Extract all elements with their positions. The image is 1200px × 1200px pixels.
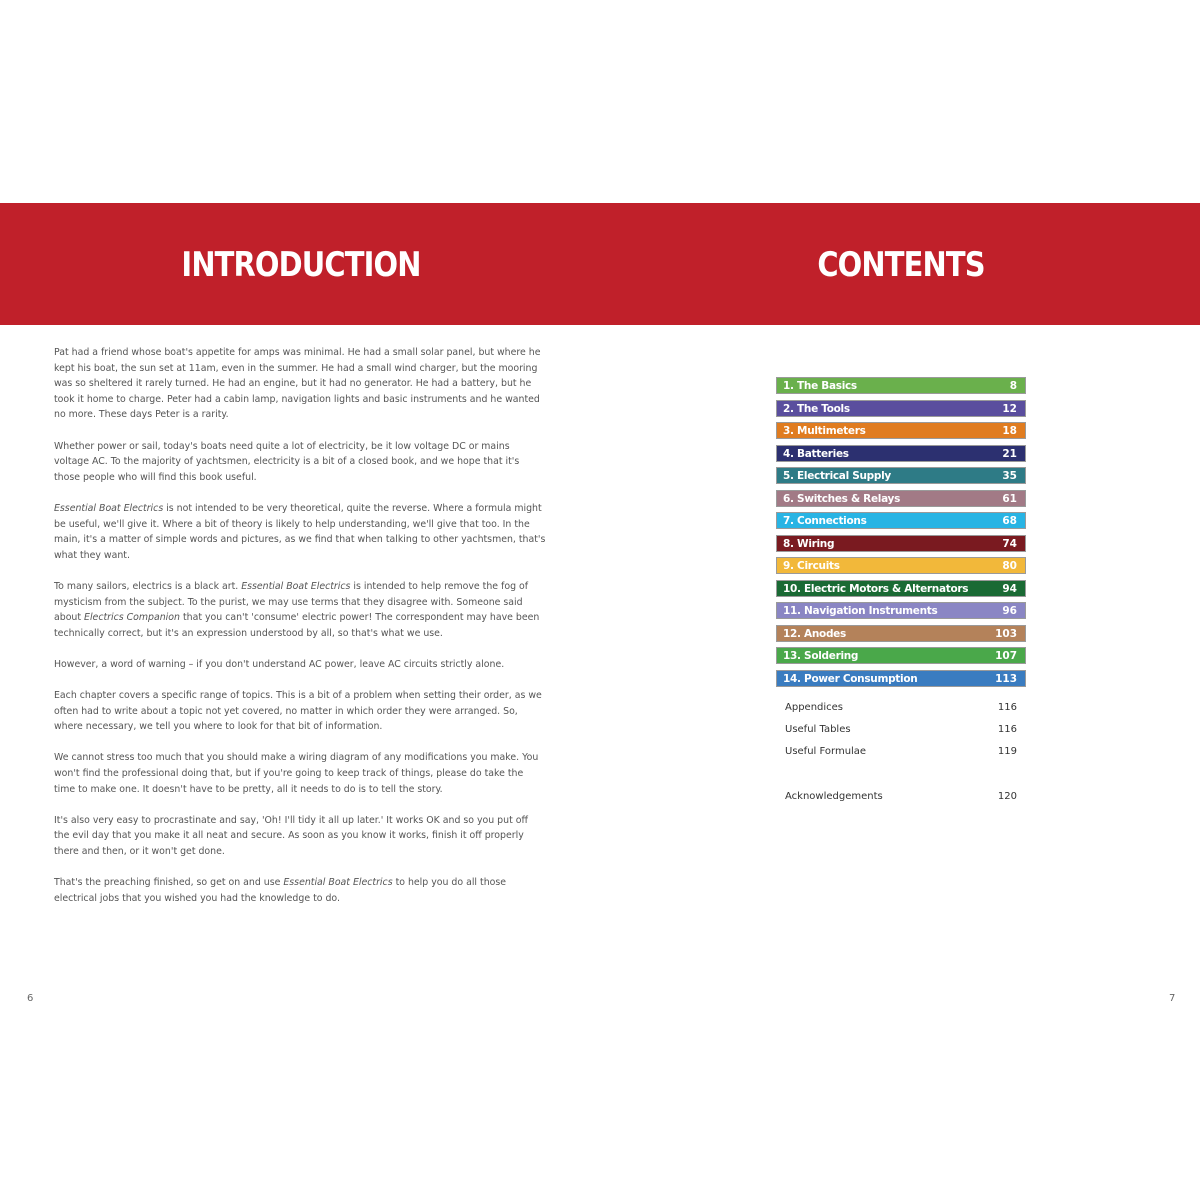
toc-chapter-page: 68 [1002, 515, 1017, 527]
intro-paragraph [54, 750, 546, 797]
toc-chapter-bar[interactable] [776, 625, 1026, 642]
toc-chapter-label: 4. Batteries [783, 447, 849, 460]
intro-paragraph [54, 688, 546, 735]
book-title-italic: Essential Boat Electrics [283, 877, 393, 889]
toc-chapter-label: 12. Anodes [783, 627, 846, 640]
intro-paragraph [54, 657, 546, 673]
toc-entry-page: 119 [997, 746, 1017, 757]
book-title-italic: Essential Boat Electrics [241, 580, 351, 592]
paragraph-text: That's the preaching finished, so get on and use [54, 877, 284, 889]
toc-chapter-bar[interactable] [776, 400, 1026, 417]
contents-chapter-list [776, 377, 1026, 692]
introduction-title: INTRODUCTION [181, 245, 421, 285]
toc-entry-label: Acknowledgements [785, 791, 883, 802]
toc-entry-label: Useful Tables [785, 724, 851, 735]
toc-chapter-label: 9. Circuits [783, 560, 840, 572]
toc-chapter-label: 5. Electrical Supply [783, 470, 891, 482]
toc-chapter-bar[interactable] [776, 557, 1026, 574]
toc-chapter-label: 2. The Tools [783, 402, 850, 415]
toc-chapter-page: 96 [1002, 605, 1017, 617]
toc-chapter-label: 7. Connections [783, 515, 867, 527]
toc-entry-useful-formulae[interactable] [785, 744, 1017, 760]
toc-chapter-label: 1. The Basics [783, 380, 857, 392]
toc-chapter-label: 6. Switches & Relays [783, 492, 901, 505]
toc-entry-page: 116 [997, 724, 1017, 735]
toc-chapter-bar[interactable] [776, 670, 1026, 687]
intro-paragraph [54, 875, 546, 906]
toc-chapter-label: 11. Navigation Instruments [783, 605, 938, 617]
toc-chapter-bar[interactable] [776, 535, 1026, 552]
introduction-body [54, 345, 546, 922]
toc-chapter-label: 10. Electric Motors & Alternators [783, 582, 969, 595]
paragraph-text: is not intended to be very theoretical, quite the reverse. Where a formula might be useful, we'll give it. Where a bit of theory is likely to help understanding, we'll give that too. In the main, it's a matter of simple words and pictures, as we find that when talking to other yachtsmen, that's what they want. [54, 502, 546, 561]
toc-chapter-page: 80 [1002, 560, 1017, 572]
toc-entry-acknowledgements[interactable] [785, 789, 1017, 805]
paragraph-text: Each chapter covers a specific range of topics. This is a bit of a problem when setting their order, as we often had to write about a topic not yet covered, no matter in which order they were arranged. So, where necessary, we tell you where to look for that bit of information. [54, 690, 542, 733]
intro-paragraph [54, 579, 546, 641]
toc-chapter-page: 12 [1002, 402, 1017, 415]
toc-entry-label: Useful Formulae [785, 746, 867, 757]
intro-paragraph [54, 813, 546, 860]
toc-chapter-page: 94 [1002, 582, 1017, 595]
page-number-right: 7 [1169, 993, 1176, 1004]
toc-chapter-page: 18 [1002, 425, 1017, 437]
contents-title: CONTENTS [817, 245, 985, 285]
toc-chapter-bar[interactable] [776, 422, 1026, 439]
toc-chapter-label: 14. Power Consumption [783, 672, 918, 685]
toc-chapter-page: 21 [1002, 447, 1017, 460]
intro-paragraph [54, 439, 546, 486]
toc-chapter-bar[interactable] [776, 580, 1026, 597]
toc-chapter-bar[interactable] [776, 490, 1026, 507]
paragraph-text: We cannot stress too much that you should make a wiring diagram of any modifications you make. You won't find the professional doing that, but if you're going to keep track of things, please do take the time to make one. It doesn't have to be pretty, all it needs to do is to tell the story. [54, 752, 539, 795]
toc-chapter-page: 107 [995, 650, 1017, 662]
toc-chapter-page: 74 [1002, 537, 1017, 550]
toc-chapter-label: 8. Wiring [783, 537, 835, 550]
toc-entry-label: Appendices [785, 702, 844, 713]
toc-entry-appendices[interactable] [785, 700, 1017, 716]
toc-chapter-page: 113 [995, 672, 1017, 685]
paragraph-text: Pat had a friend whose boat's appetite for amps was minimal. He had a small solar panel, but where he kept his boat, the sun set at 11am, even in the summer. He had a small wind charger, but the mooring was so sheltered it rarely turned. He had an engine, but it had no generator. He had a battery, but he took it home to charge. Peter had a cabin lamp, navigation lights and basic instruments and he wanted no more. These days Peter is a rarity. [54, 347, 541, 421]
paragraph-text: However, a word of warning – if you don't understand AC power, leave AC circuits strictly alone. [54, 658, 505, 670]
toc-chapter-label: 3. Multimeters [783, 425, 866, 437]
toc-chapter-bar[interactable] [776, 377, 1026, 394]
toc-chapter-page: 61 [1002, 492, 1017, 505]
toc-chapter-bar[interactable] [776, 467, 1026, 484]
toc-entry-useful-tables[interactable] [785, 722, 1017, 738]
toc-chapter-bar[interactable] [776, 512, 1026, 529]
paragraph-text: is intended to help remove the fog of mysticism from the subject. To the purist, we may use terms that they disagree with. Someone said about [54, 580, 529, 624]
intro-paragraph [54, 501, 546, 563]
paragraph-text: that you can't 'consume' electric power! The correspondent may have been technically correct, but it's an expression understood by all, so that's what we use. [54, 612, 540, 639]
toc-chapter-page: 35 [1002, 470, 1017, 482]
paragraph-text: To many sailors, electrics is a black art. [54, 580, 242, 592]
toc-chapter-page: 103 [995, 627, 1017, 640]
page-number-left: 6 [27, 993, 34, 1004]
toc-chapter-bar[interactable] [776, 602, 1026, 619]
toc-chapter-page: 8 [1009, 380, 1017, 392]
paragraph-text: Whether power or sail, today's boats need quite a lot of electricity, be it low voltage DC or mains voltage AC. To the majority of yachtsmen, electricity is a bit of a closed book, and we hope that it's those people who will find this book useful. [54, 440, 520, 483]
toc-entry-page: 116 [997, 702, 1017, 713]
book-title-italic: Essential Boat Electrics [54, 502, 164, 514]
toc-chapter-bar[interactable] [776, 445, 1026, 462]
toc-chapter-bar[interactable] [776, 647, 1026, 664]
toc-entry-page: 120 [997, 791, 1017, 802]
paragraph-text: to help you do all those electrical jobs that you wished you had the knowledge to do. [54, 877, 507, 904]
paragraph-text: It's also very easy to procrastinate and say, 'Oh! I'll tidy it all up later.' It works OK and so you put off the evil day that you make it all neat and secure. As soon as you know it works, finish it off properly there and then, or it won't get done. [54, 814, 528, 857]
toc-chapter-label: 13. Soldering [783, 650, 859, 662]
intro-paragraph [54, 345, 546, 423]
book-title-italic: Electrics Companion [84, 612, 180, 624]
